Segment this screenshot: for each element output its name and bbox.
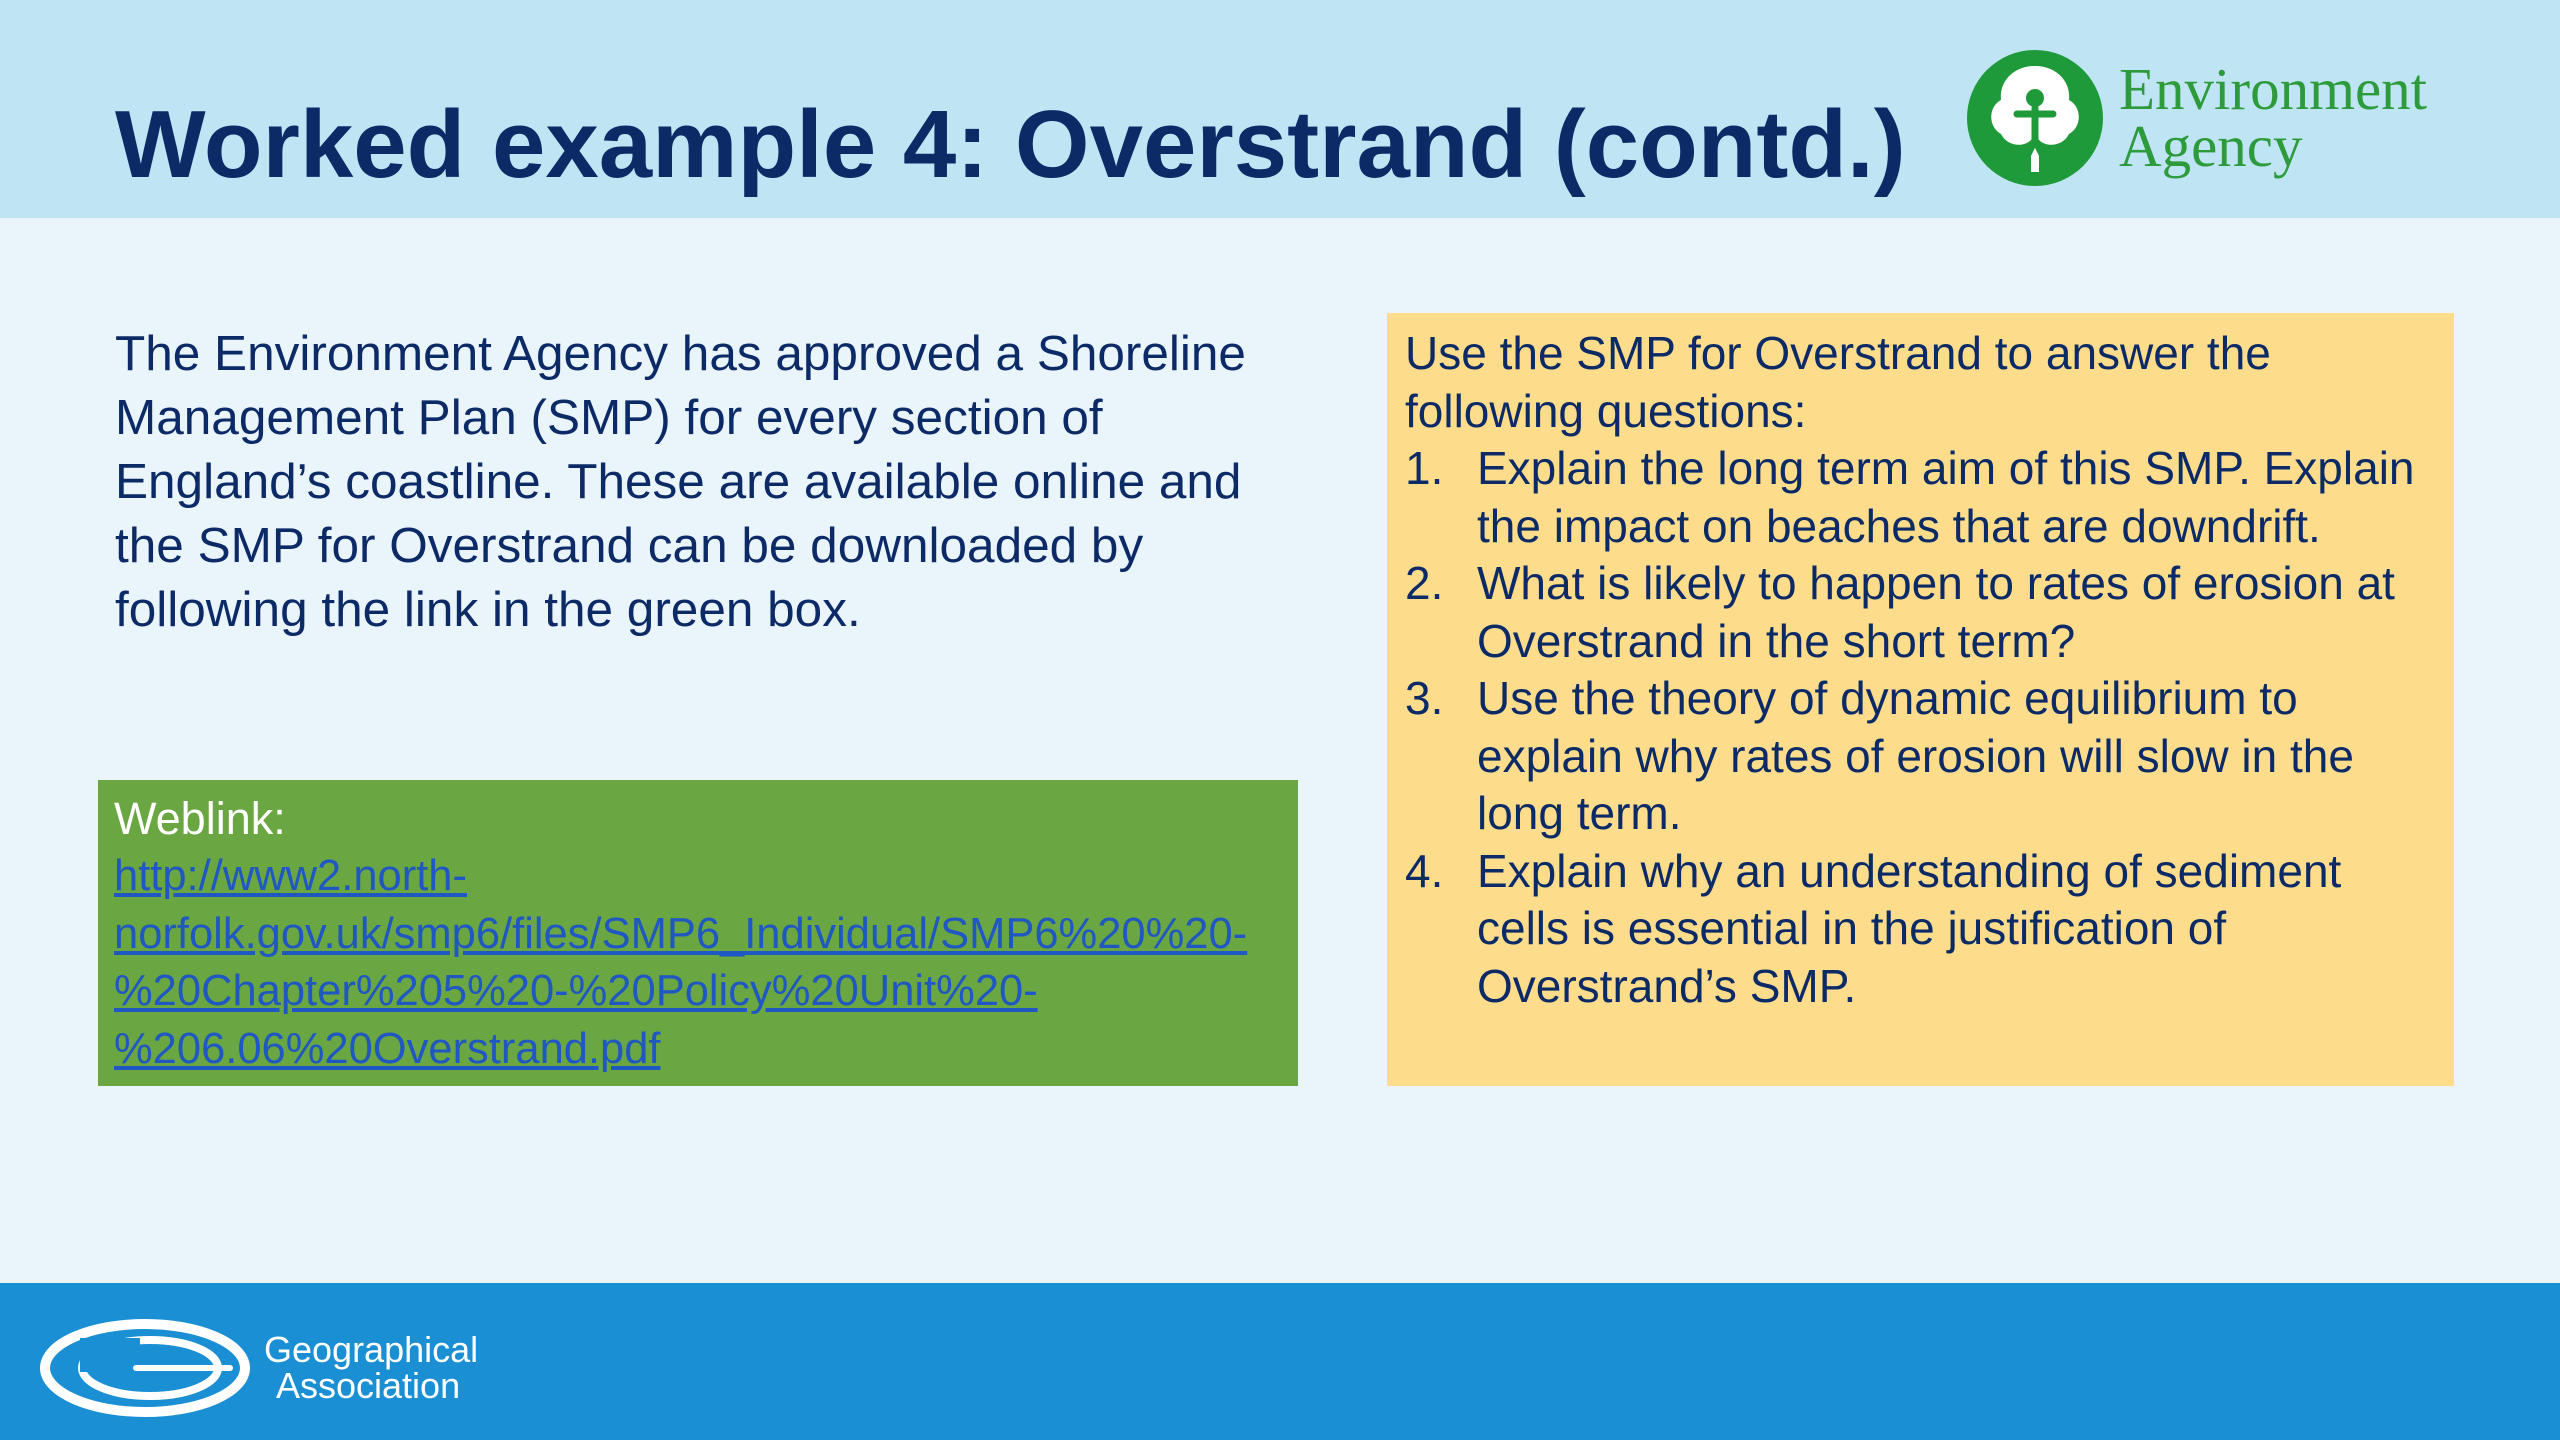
question-number: 4. [1405,844,1444,897]
question-number: 1. [1405,442,1444,494]
question-item [1405,670,2436,843]
questions-list [1405,440,2436,1015]
question-text: What is likely to happen to rates of erosion at Overstrand in the short term? [1477,557,2395,667]
ga-swirl-icon [40,1318,250,1418]
questions-intro: Use the SMP for Overstrand to answer the following questions: [1405,327,2271,437]
question-number: 3. [1405,672,1444,724]
question-item [1405,555,2436,670]
geographical-association-logo [40,1318,478,1418]
weblink-box [98,780,1298,1086]
weblink-url-line: %206.06%20Overstrand.pdf [114,1024,661,1073]
weblink-url-line: http://www2.north- [114,852,467,900]
slide-footer [0,1283,2560,1440]
intro-paragraph: The Environment Agency has approved a Shoreline Management Plan (SMP) for every section of England’s coastline. These are available online and the SMP for Overstrand can be downloaded by following the link in the green box. [115,326,1246,637]
question-number: 2. [1405,557,1444,609]
question-text: Use the theory of dynamic equilibrium to explain why rates of erosion will slow in the long term. [1477,672,2354,839]
weblink-url-line: norfolk.gov.uk/smp6/files/SMP6_Individual/SMP6%20%20- [114,909,1248,958]
environment-agency-wordmark: Environment Agency [2119,56,2428,179]
environment-agency-logo [1965,48,2427,188]
question-item [1405,843,2436,1016]
question-text: Explain the long term aim of this SMP. Explain the impact on beaches that are downdrift. [1477,442,2415,552]
geographical-association-wordmark: Geographical Association [264,1329,479,1406]
slide-header [0,0,2560,218]
tree-figure-icon [1965,48,2105,188]
questions-box [1387,313,2454,1086]
slide-title: Worked example 4: Overstrand (contd.) [115,91,1906,198]
weblink-url[interactable] [114,848,1282,1078]
weblink-url-line: %20Chapter%205%20-%20Policy%20Unit%20- [114,967,1038,1015]
weblink-label: Weblink: [114,793,286,844]
question-item [1405,440,2436,555]
question-text: Explain why an understanding of sediment cells is essential in the justification of Overstrand’s SMP. [1477,844,2342,1012]
